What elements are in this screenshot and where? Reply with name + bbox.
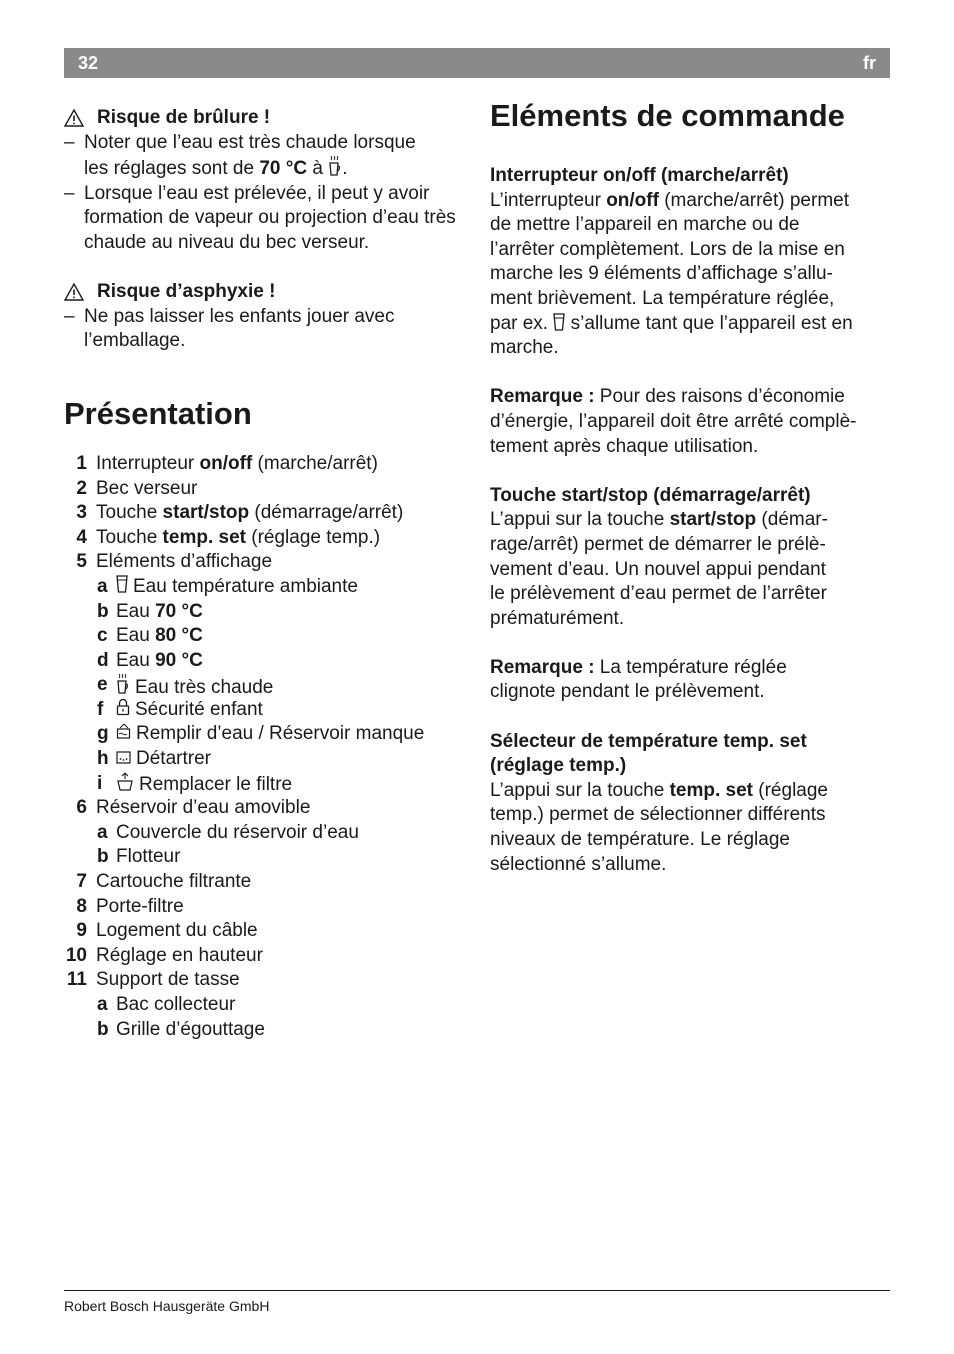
sub-item-bold: 90 °C (155, 649, 203, 671)
page-header-bar (64, 48, 890, 78)
component-list (64, 452, 469, 1042)
component-sub-item (64, 649, 469, 674)
sub-item-label: Eau température ambiante (133, 576, 358, 598)
asphyxia-warning-item: – Ne pas laisser les enfants jouer avec l’emballage. (64, 305, 395, 352)
item-number: 2 (76, 477, 87, 499)
sub-item-label: Sécurité enfant (135, 699, 263, 721)
component-sub-item (64, 575, 469, 600)
component-sub-item (64, 772, 469, 797)
item-number: 6 (76, 797, 87, 819)
warning-triangle-icon (64, 283, 84, 301)
cup-icon (553, 313, 565, 331)
warning-triangle-icon (64, 109, 84, 127)
component-item (64, 501, 469, 526)
item-number: 9 (76, 920, 87, 942)
sub-item-letter: a (97, 575, 108, 597)
item-label: Logement du câble (96, 920, 258, 942)
item-bold: start/stop (162, 502, 250, 524)
item-suffix: (démarrage/arrêt) (249, 502, 404, 524)
tempset-paragraph: L’appui sur la touche temp. set (réglage temp.) permet de sélectionner différents niveaux de température. Le réglage sélectionné s’allume. (490, 779, 828, 875)
asphyxia-warning-title: Risque d’asphyxie ! (64, 280, 469, 305)
sub-item-letter: b (97, 846, 109, 868)
note-2: Remarque : La température réglée clignote pendant le prélèvement. (490, 656, 787, 703)
onoff-paragraph: L’interrupteur on/off (marche/arrêt) permet de mettre l’appareil en marche ou de l’arrêter complètement. Lors de la mise en marche les 9 éléments d’affichage s’allu- ment brièvement. La température réglée, par ex. s’allume tant que l’appareil est en marche. (490, 189, 853, 359)
item-label: Porte-filtre (96, 895, 184, 917)
component-item (64, 944, 469, 969)
sub-item-label: Eau très chaude (135, 676, 274, 698)
sub-item-bold: 70 °C (155, 600, 203, 622)
item-suffix: (réglage temp.) (245, 526, 381, 548)
sub-item-label: Eau (116, 649, 156, 671)
note-1: Remarque : Pour des raisons d’économie d’énergie, l’appareil doit être arrêté complè- tement après chaque utilisation. (490, 386, 857, 457)
sub-item-letter: i (97, 772, 103, 794)
sub-item-letter: g (97, 723, 109, 745)
item-number: 4 (76, 526, 87, 548)
item-label: Bec verseur (96, 477, 198, 499)
sub-item-letter: f (97, 698, 104, 720)
item-number: 1 (76, 452, 87, 474)
controls-title: Eléments de commande (490, 98, 845, 133)
component-sub-item (64, 821, 469, 846)
sub-item-label: Couvercle du réservoir d’eau (116, 821, 359, 843)
item-number: 7 (76, 871, 87, 893)
component-sub-item (64, 993, 469, 1018)
sub-item-letter: e (97, 674, 108, 696)
item-number: 10 (65, 944, 87, 966)
sub-item-label: Flotteur (116, 846, 181, 868)
item-label: Touche (96, 502, 163, 524)
refill-icon (116, 722, 131, 747)
item-number: 5 (76, 551, 87, 573)
sub-item-letter: d (97, 649, 109, 671)
tempset-heading: Sélecteur de température temp. set (réglage temp.) (490, 730, 807, 777)
sub-item-label: Grille d’égouttage (116, 1018, 265, 1040)
language-code: fr (863, 53, 876, 73)
sub-item-label: Détartrer (136, 748, 211, 770)
startstop-paragraph: L’appui sur la touche start/stop (démar- rage/arrêt) permet de démarrer le prélè- vement d’eau. Un nouvel appui pendant le prélèvement d’eau permet de l’arrêter prématurément. (490, 509, 828, 629)
item-bold: temp. set (162, 526, 246, 548)
burn-warning-item-2: – Lorsque l’eau est prélevée, il peut y avoir formation de vapeur ou projection d’eau très chaude au niveau du bec verseur. (64, 182, 456, 253)
item-label: Touche (96, 526, 163, 548)
component-item (64, 526, 469, 551)
burn-warning-title: Risque de brûlure ! (64, 106, 469, 131)
page-number: 32 (78, 53, 99, 73)
sub-item-label: Bac collecteur (116, 994, 236, 1015)
sub-item-letter: b (97, 1018, 109, 1040)
startstop-heading: Touche start/stop (démarrage/arrêt) (490, 484, 811, 506)
item-label: Interrupteur (96, 452, 200, 474)
item-label: Support de tasse (96, 969, 240, 991)
component-item (64, 968, 469, 993)
sub-item-bold: 80 °C (155, 625, 203, 647)
sub-item-letter: a (97, 821, 108, 843)
item-number: 3 (76, 502, 87, 524)
sub-item-label: Eau (116, 600, 156, 622)
descale-icon (116, 747, 131, 772)
footer-company: Robert Bosch Hausgeräte GmbH (64, 1298, 270, 1314)
component-item (64, 452, 469, 477)
item-suffix: (marche/arrêt) (252, 452, 378, 474)
item-bold: on/off (199, 452, 253, 474)
component-item (64, 550, 469, 575)
cup-icon (116, 575, 128, 601)
component-item (64, 477, 469, 502)
component-sub-item (64, 845, 469, 870)
component-item (64, 870, 469, 895)
presentation-title: Présentation (64, 395, 252, 431)
item-label: Réservoir d’eau amovible (96, 797, 311, 819)
component-sub-item (64, 698, 469, 723)
footer-divider (64, 1290, 890, 1291)
sub-item-letter: c (97, 625, 108, 647)
right-column (490, 96, 890, 877)
left-column (64, 106, 469, 1042)
sub-item-label: Remplir d’eau / Réservoir manque (136, 723, 425, 745)
component-item (64, 919, 469, 944)
item-label: Cartouche filtrante (96, 871, 252, 893)
item-label: Réglage en hauteur (96, 944, 263, 966)
sub-item-letter: a (97, 994, 108, 1015)
sub-item-letter: h (97, 748, 109, 770)
component-sub-item (64, 624, 469, 649)
component-item (64, 796, 469, 821)
component-sub-item (64, 673, 469, 698)
sub-item-label: Remplacer le filtre (139, 774, 293, 796)
lock-icon (116, 698, 130, 724)
steaming-cup-icon (328, 155, 342, 177)
sub-item-label: Eau (116, 625, 156, 647)
component-sub-item (64, 747, 469, 772)
item-label: Eléments d’affichage (96, 551, 273, 573)
component-sub-item (64, 722, 469, 747)
item-number: 8 (76, 895, 87, 917)
component-item (64, 895, 469, 920)
item-number: 11 (66, 969, 87, 991)
sub-item-letter: b (97, 600, 109, 622)
burn-warning-item-1: – Noter que l’eau est très chaude lorsque les réglages sont de 70 °C à . (64, 131, 416, 180)
filter-icon (116, 772, 134, 800)
onoff-heading: Interrupteur on/off (marche/arrêt) (490, 165, 789, 186)
component-sub-item (64, 600, 469, 625)
component-sub-item (64, 1018, 469, 1043)
